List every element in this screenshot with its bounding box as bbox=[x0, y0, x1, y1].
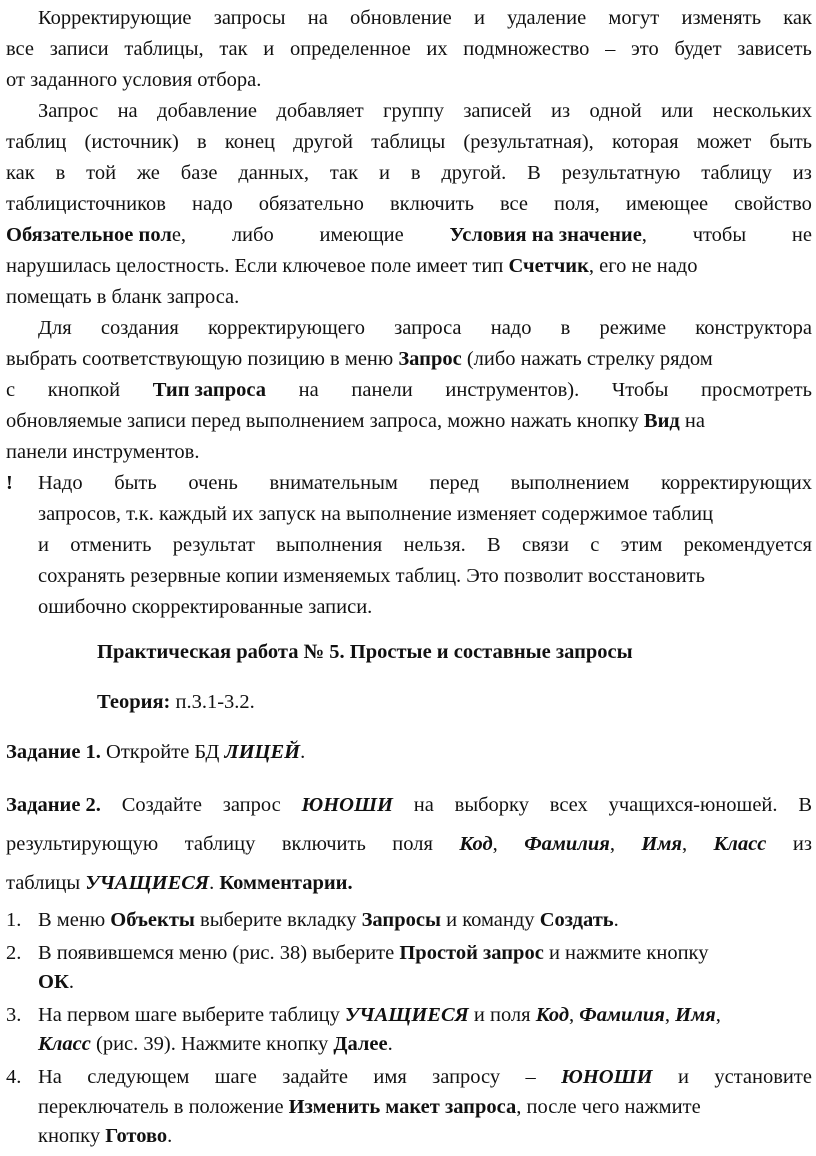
word: таблицы, bbox=[124, 38, 204, 60]
word: связи bbox=[521, 534, 569, 556]
word: надо bbox=[192, 193, 233, 215]
word: добавляет bbox=[276, 100, 364, 122]
word: изменять bbox=[681, 7, 762, 29]
word: удаление bbox=[507, 7, 587, 29]
word: так bbox=[219, 38, 248, 60]
word: на bbox=[117, 100, 138, 122]
step4-number: 4. bbox=[6, 1066, 22, 1088]
word: выполнением bbox=[510, 472, 630, 494]
word: это bbox=[631, 38, 659, 60]
note-line3 bbox=[38, 531, 812, 559]
word: режиме bbox=[599, 317, 667, 339]
query-name: ЮНОШИ bbox=[301, 794, 393, 816]
word: другой bbox=[293, 131, 353, 153]
word: в bbox=[410, 162, 421, 184]
word: зависеть bbox=[737, 38, 812, 60]
word: определенное bbox=[289, 38, 411, 60]
word: внимательным bbox=[269, 472, 398, 494]
para3-line3: с кнопкой Тип запроса на панели инструментов). Чтобы просмотреть bbox=[6, 376, 812, 404]
para3-line1 bbox=[38, 314, 812, 342]
practical-work-heading: Практическая работа № 5. Простые и составные запросы bbox=[97, 641, 633, 663]
task2-line3: таблицы УЧАЩИЕСЯ. Комментарии. bbox=[6, 872, 353, 894]
para1-line1 bbox=[38, 4, 812, 32]
word: В bbox=[487, 534, 501, 556]
word: все bbox=[6, 38, 35, 60]
word: Для bbox=[38, 317, 72, 339]
word: на bbox=[307, 7, 328, 29]
term-validation-rule: Условия на значение bbox=[449, 224, 642, 246]
word: включить bbox=[389, 193, 474, 215]
word: результат bbox=[172, 534, 255, 556]
word: данных, bbox=[238, 162, 309, 184]
step4-text-line3: кнопку Готово. bbox=[38, 1125, 173, 1147]
word: которая bbox=[611, 131, 679, 153]
para3-line2: выбрать соответствующую позицию в меню Запрос (либо нажать стрелку рядом bbox=[6, 348, 713, 370]
word: все bbox=[499, 193, 528, 215]
word: быть bbox=[114, 472, 157, 494]
para1-line3: от заданного условия отбора. bbox=[6, 69, 262, 91]
word: конструктора bbox=[695, 317, 812, 339]
word: отменить bbox=[70, 534, 152, 556]
word: нескольких bbox=[712, 100, 812, 122]
step1-text: В меню Объекты выберите вкладку Запросы и команду Создать. bbox=[38, 909, 619, 931]
word: запросы bbox=[213, 7, 286, 29]
word: очень bbox=[188, 472, 238, 494]
word: таблицы bbox=[371, 131, 446, 153]
word: этим bbox=[620, 534, 663, 556]
word: Корректирующие bbox=[38, 7, 192, 29]
step3-text-line2: Класс (рис. 39). Нажмите кнопку Далее. bbox=[38, 1033, 393, 1055]
word: поля, bbox=[554, 193, 600, 215]
word: рекомендуется bbox=[683, 534, 812, 556]
word: выполнения bbox=[276, 534, 383, 556]
word: как bbox=[6, 162, 35, 184]
step1-number: 1. bbox=[6, 909, 22, 931]
word: так bbox=[329, 162, 359, 184]
word: группу bbox=[383, 100, 444, 122]
step3-text-line1: На первом шаге выберите таблицу УЧАЩИЕСЯ и поля Код, Фамилия, Имя, bbox=[38, 1004, 721, 1026]
word: Надо bbox=[38, 472, 83, 494]
step4-text-line1: На следующем шаге задайте имя запросу – ЮНОШИ и установите bbox=[38, 1066, 812, 1088]
word: В bbox=[527, 162, 541, 184]
word: таблиц bbox=[6, 131, 67, 153]
word: перед bbox=[429, 472, 480, 494]
word: надо bbox=[490, 317, 532, 339]
word: же bbox=[136, 162, 160, 184]
word: создания bbox=[100, 317, 179, 339]
step2-text-line1: В появившемся меню (рис. 38) выберите Простой запрос и нажмите кнопку bbox=[38, 942, 709, 964]
step2-number: 2. bbox=[6, 942, 22, 964]
para2-line6: нарушилась целостность. Если ключевое поле имеет тип Счетчик, его не надо bbox=[6, 255, 698, 277]
word: обязательно bbox=[258, 193, 364, 215]
word: из bbox=[551, 100, 571, 122]
word: корректирующих bbox=[661, 472, 812, 494]
word: запроса bbox=[394, 317, 462, 339]
para2-line2 bbox=[6, 128, 812, 156]
word: результатную bbox=[561, 162, 681, 184]
word: и bbox=[263, 38, 275, 60]
word: их bbox=[426, 38, 448, 60]
term-query-type: Тип запроса bbox=[152, 379, 266, 401]
word: свойство bbox=[734, 193, 812, 215]
step4-text-line2: переключатель в положение Изменить макет запроса, после чего нажмите bbox=[38, 1096, 701, 1118]
word: имеющее bbox=[625, 193, 709, 215]
word: добавление bbox=[157, 100, 258, 122]
task2-line2: результирующую таблицу включить поля Код, Фамилия, Имя, Класс из bbox=[6, 833, 812, 855]
word: одной bbox=[589, 100, 642, 122]
word: и bbox=[473, 7, 485, 29]
step3-number: 3. bbox=[6, 1004, 22, 1026]
para2-line3 bbox=[6, 159, 812, 187]
word: другой. bbox=[441, 162, 507, 184]
word: в bbox=[560, 317, 571, 339]
word: с bbox=[590, 534, 600, 556]
para3-line5: панели инструментов. bbox=[6, 441, 200, 463]
term-counter: Счетчик bbox=[508, 255, 589, 277]
word: – bbox=[605, 38, 616, 60]
para2-line5: Обязательное поле, либо имеющие Условия на значение, чтобы не bbox=[6, 224, 812, 246]
word: Запрос bbox=[38, 100, 99, 122]
word: (источник) bbox=[84, 131, 179, 153]
note-line2: запросов, т.к. каждый их запуск на выполнение изменяет содержимое таблиц bbox=[38, 503, 714, 525]
word: таблицисточников bbox=[6, 193, 166, 215]
word: корректирующего bbox=[208, 317, 365, 339]
para3-line4: обновляемые записи перед выполнением запроса, можно нажать кнопку Вид на bbox=[6, 410, 705, 432]
db-name: ЛИЦЕЙ bbox=[224, 741, 301, 763]
note-exclamation-mark: ! bbox=[6, 472, 13, 494]
task1-line: Задание 1. Откройте БД ЛИЦЕЙ. bbox=[6, 741, 306, 763]
word: базе bbox=[180, 162, 218, 184]
word: могут bbox=[608, 7, 660, 29]
task2-line1: Задание 2. Создайте запрос ЮНОШИ на выборку всех учащихся-юношей. В bbox=[6, 791, 812, 819]
word: из bbox=[792, 162, 812, 184]
note-line4: сохранять резервные копии изменяемых таблиц. Это позволит восстановить bbox=[38, 565, 705, 587]
term-query-menu: Запрос bbox=[398, 348, 462, 370]
word: таблицу bbox=[701, 162, 772, 184]
note-line1 bbox=[38, 469, 812, 497]
theory-line: Теория: п.3.1-3.2. bbox=[97, 691, 255, 713]
word: или bbox=[661, 100, 694, 122]
word: (результатная), bbox=[463, 131, 594, 153]
word: как bbox=[783, 7, 812, 29]
word: записей bbox=[463, 100, 532, 122]
step2-text-line2: ОК. bbox=[38, 971, 74, 993]
para2-line1 bbox=[38, 97, 812, 125]
word: нельзя. bbox=[403, 534, 466, 556]
word: в bbox=[197, 131, 207, 153]
word: записи bbox=[49, 38, 109, 60]
word: обновление bbox=[350, 7, 452, 29]
para1-line2 bbox=[6, 35, 812, 63]
word: подмножество bbox=[463, 38, 590, 60]
word: будет bbox=[674, 38, 722, 60]
term-required-field: Обязательное пол bbox=[6, 224, 172, 246]
word: и bbox=[378, 162, 390, 184]
word: быть bbox=[769, 131, 812, 153]
note-line5: ошибочно скорректированные записи. bbox=[38, 596, 373, 618]
word: может bbox=[696, 131, 752, 153]
para2-line4 bbox=[6, 190, 812, 218]
word: в bbox=[55, 162, 66, 184]
term-view-button: Вид bbox=[643, 410, 680, 432]
word: и bbox=[38, 534, 49, 556]
word: конец bbox=[224, 131, 276, 153]
word: той bbox=[86, 162, 117, 184]
para2-line7: помещать в бланк запроса. bbox=[6, 286, 240, 308]
